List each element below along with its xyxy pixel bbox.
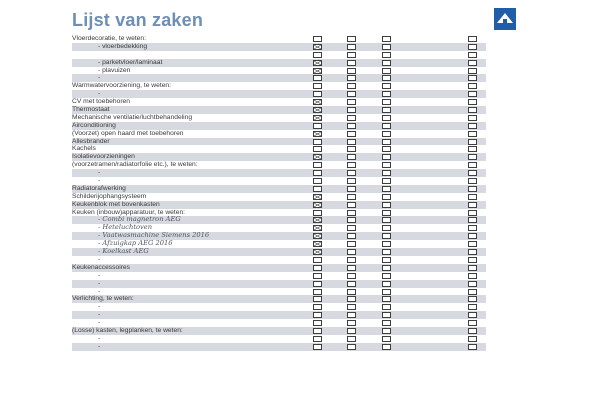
checkbox[interactable] — [468, 265, 477, 271]
checklist-row — [72, 59, 486, 67]
checkbox[interactable] — [347, 36, 356, 42]
checklist — [72, 35, 486, 351]
checkbox[interactable] — [468, 233, 477, 239]
checkbox[interactable] — [313, 36, 322, 42]
checkbox[interactable] — [347, 257, 356, 263]
checkbox[interactable] — [382, 60, 391, 66]
checkbox[interactable] — [468, 249, 477, 255]
checkbox-checked[interactable] — [313, 233, 322, 239]
checkbox[interactable] — [347, 210, 356, 216]
checkbox[interactable] — [468, 115, 477, 121]
checkbox[interactable] — [382, 202, 391, 208]
checkbox[interactable] — [468, 83, 477, 89]
row-label: - — [98, 271, 101, 279]
checkbox-checked[interactable] — [313, 249, 322, 255]
checkbox[interactable] — [382, 328, 391, 334]
checklist-row — [72, 35, 486, 43]
checkbox[interactable] — [347, 123, 356, 129]
row-label: CV met toebehoren — [72, 98, 130, 106]
checklist-row — [72, 90, 486, 98]
checkbox[interactable] — [347, 281, 356, 287]
checkbox[interactable] — [347, 91, 356, 97]
row-label: - Combi magnetron AEG — [98, 215, 181, 224]
row-label: - Vaatwasmachine Siemens 2016 — [98, 231, 210, 240]
checkbox[interactable] — [313, 273, 322, 279]
checklist-row — [72, 295, 486, 303]
checkbox[interactable] — [382, 210, 391, 216]
checkbox[interactable] — [347, 52, 356, 58]
checklist-row — [72, 311, 486, 319]
checkbox[interactable] — [313, 52, 322, 58]
checkbox[interactable] — [313, 265, 322, 271]
checkbox[interactable] — [382, 52, 391, 58]
checkbox[interactable] — [347, 328, 356, 334]
row-label: Thermostaat — [72, 106, 110, 114]
row-label: Allesbrander — [72, 137, 110, 145]
row-label: - plavuizen — [98, 66, 131, 74]
row-label: Keukenaccessoires — [72, 263, 130, 271]
checklist-row — [72, 264, 486, 272]
checkbox[interactable] — [468, 170, 477, 176]
row-label: - — [98, 334, 101, 342]
checkbox[interactable] — [313, 296, 322, 302]
checkbox[interactable] — [468, 60, 477, 66]
checkbox-checked[interactable] — [313, 202, 322, 208]
row-label: - — [98, 177, 101, 185]
checkbox[interactable] — [382, 36, 391, 42]
checkbox-checked[interactable] — [313, 44, 322, 50]
checkbox[interactable] — [382, 68, 391, 74]
checkbox[interactable] — [313, 344, 322, 350]
checkbox[interactable] — [347, 320, 356, 326]
row-label: - parketvloer/laminaat — [98, 58, 163, 66]
checkbox[interactable] — [468, 52, 477, 58]
row-label: - Heteluchtoven — [98, 223, 153, 232]
checkbox[interactable] — [313, 162, 322, 168]
checkbox[interactable] — [382, 91, 391, 97]
checkbox[interactable] — [382, 304, 391, 310]
row-label: Radiatorafwerking — [72, 184, 126, 192]
checklist-row — [72, 335, 486, 343]
checkbox[interactable] — [313, 312, 322, 318]
checklist-row — [72, 98, 486, 106]
checkbox[interactable] — [313, 75, 322, 81]
checkbox[interactable] — [347, 336, 356, 342]
checkbox[interactable] — [382, 241, 391, 247]
checkbox-checked[interactable] — [313, 154, 322, 160]
checklist-row — [72, 256, 486, 264]
checkbox-checked[interactable] — [313, 131, 322, 137]
checkbox[interactable] — [347, 60, 356, 66]
checkbox[interactable] — [468, 75, 477, 81]
checkbox[interactable] — [468, 241, 477, 247]
checkbox[interactable] — [382, 162, 391, 168]
checkbox[interactable] — [347, 170, 356, 176]
checkbox[interactable] — [382, 170, 391, 176]
row-label: - vloerbedekking — [98, 42, 148, 50]
row-label: Warmwatervoorziening, te weten: — [72, 82, 171, 90]
checklist-row — [72, 106, 486, 114]
checkbox[interactable] — [313, 328, 322, 334]
checkbox[interactable] — [382, 99, 391, 105]
checkbox[interactable] — [347, 107, 356, 113]
checkbox[interactable] — [468, 289, 477, 295]
row-label: - — [98, 311, 101, 319]
row-label: - — [98, 255, 101, 263]
checkbox[interactable] — [347, 178, 356, 184]
checkbox[interactable] — [468, 194, 477, 200]
row-label: - — [98, 303, 101, 311]
checkbox[interactable] — [468, 131, 477, 137]
checkbox[interactable] — [347, 344, 356, 350]
checkbox-checked[interactable] — [313, 107, 322, 113]
checkbox[interactable] — [382, 146, 391, 152]
checkbox[interactable] — [468, 139, 477, 145]
checkbox[interactable] — [468, 36, 477, 42]
checklist-row — [72, 343, 486, 351]
checklist-row — [72, 319, 486, 327]
checkbox[interactable] — [468, 257, 477, 263]
checkbox[interactable] — [347, 202, 356, 208]
row-label: - — [98, 74, 101, 82]
row-label: - — [98, 90, 101, 98]
checkbox-checked[interactable] — [313, 99, 322, 105]
row-label: - Koelkast AEG — [98, 247, 149, 256]
checkbox[interactable] — [382, 186, 391, 192]
checkbox[interactable] — [468, 296, 477, 302]
checkbox[interactable] — [382, 139, 391, 145]
checkbox[interactable] — [382, 154, 391, 160]
checklist-row — [72, 201, 486, 209]
checkbox[interactable] — [313, 139, 322, 145]
checkbox[interactable] — [468, 186, 477, 192]
checkbox-checked[interactable] — [313, 241, 322, 247]
checkbox[interactable] — [313, 336, 322, 342]
checkbox[interactable] — [382, 312, 391, 318]
checklist-row — [72, 177, 486, 185]
checkbox[interactable] — [347, 249, 356, 255]
checkbox[interactable] — [347, 162, 356, 168]
checkbox[interactable] — [313, 83, 322, 89]
checkbox[interactable] — [313, 210, 322, 216]
checkbox[interactable] — [313, 170, 322, 176]
checklist-row — [72, 327, 486, 335]
checkbox[interactable] — [382, 194, 391, 200]
checkbox[interactable] — [468, 304, 477, 310]
row-label: Keuken (inbouw)apparatuur, te weten: — [72, 208, 186, 216]
checklist-row — [72, 288, 486, 296]
checkbox[interactable] — [347, 265, 356, 271]
row-label: - — [98, 169, 101, 177]
checklist-row — [72, 130, 486, 138]
checkbox[interactable] — [347, 194, 356, 200]
checkbox[interactable] — [347, 273, 356, 279]
checkbox[interactable] — [313, 304, 322, 310]
checkbox[interactable] — [313, 186, 322, 192]
checklist-row — [72, 153, 486, 161]
checkbox[interactable] — [313, 123, 322, 129]
checkbox[interactable] — [347, 186, 356, 192]
checkbox[interactable] — [468, 146, 477, 152]
checkbox[interactable] — [313, 320, 322, 326]
checkbox[interactable] — [382, 217, 391, 223]
checkbox[interactable] — [382, 336, 391, 342]
checklist-row — [72, 248, 486, 256]
checkbox[interactable] — [347, 217, 356, 223]
row-label: - Afzuigkap AEG 2016 — [98, 239, 173, 248]
checkbox[interactable] — [468, 281, 477, 287]
checkbox-checked[interactable] — [313, 194, 322, 200]
checkbox[interactable] — [468, 225, 477, 231]
checkbox[interactable] — [468, 344, 477, 350]
checkbox[interactable] — [347, 139, 356, 145]
checklist-row — [72, 272, 486, 280]
row-label: - — [98, 287, 101, 295]
checkbox[interactable] — [382, 123, 391, 129]
checkbox[interactable] — [347, 233, 356, 239]
checkbox[interactable] — [382, 296, 391, 302]
checkbox[interactable] — [347, 154, 356, 160]
checklist-row — [72, 145, 486, 153]
checkbox[interactable] — [347, 146, 356, 152]
row-label: Verlichting, te weten: — [72, 295, 134, 303]
checkbox[interactable] — [468, 217, 477, 223]
checkbox[interactable] — [468, 178, 477, 184]
checkbox[interactable] — [468, 44, 477, 50]
checkbox[interactable] — [347, 296, 356, 302]
checklist-row — [72, 122, 486, 130]
logo-text: NVM — [496, 24, 510, 30]
checkbox[interactable] — [382, 289, 391, 295]
checkbox[interactable] — [313, 289, 322, 295]
checkbox[interactable] — [347, 75, 356, 81]
checklist-row — [72, 193, 486, 201]
checkbox[interactable] — [347, 44, 356, 50]
checklist-row — [72, 51, 486, 59]
checkbox[interactable] — [382, 344, 391, 350]
checkbox-checked[interactable] — [313, 217, 322, 223]
row-label: Isolatievoorzieningen — [72, 153, 135, 161]
checkbox[interactable] — [382, 75, 391, 81]
row-label: Mechanische ventilatie/luchtbehandeling — [72, 113, 193, 121]
checkbox[interactable] — [347, 83, 356, 89]
checkbox[interactable] — [347, 131, 356, 137]
page-title: Lijst van zaken — [72, 10, 204, 30]
checkbox[interactable] — [468, 328, 477, 334]
row-label: (Losse) kasten, legplanken, te weten: — [72, 326, 183, 334]
checkbox[interactable] — [347, 225, 356, 231]
checkbox[interactable] — [382, 249, 391, 255]
row-label: Schilderijophangsysteem — [72, 192, 147, 200]
checklist-row — [72, 82, 486, 90]
checkbox[interactable] — [382, 83, 391, 89]
checkbox[interactable] — [313, 91, 322, 97]
checklist-row — [72, 169, 486, 177]
checkbox[interactable] — [382, 320, 391, 326]
row-label: - — [98, 342, 101, 350]
checkbox[interactable] — [468, 320, 477, 326]
checkbox[interactable] — [382, 107, 391, 113]
checkbox[interactable] — [468, 154, 477, 160]
checkbox[interactable] — [468, 68, 477, 74]
checkbox[interactable] — [313, 178, 322, 184]
checkbox[interactable] — [313, 146, 322, 152]
checkbox[interactable] — [382, 257, 391, 263]
row-label: - — [98, 319, 101, 327]
checkbox[interactable] — [468, 91, 477, 97]
checklist-row — [72, 161, 486, 169]
checkbox-checked[interactable] — [313, 68, 322, 74]
row-label: Vloerdecoratie, te weten: — [72, 35, 146, 42]
checkbox[interactable] — [468, 107, 477, 113]
row-label: Keukenblok met bovenkasten — [72, 200, 160, 208]
checklist-row — [72, 43, 486, 51]
checkbox[interactable] — [468, 202, 477, 208]
row-label: Airconditioning — [72, 121, 116, 129]
checkbox[interactable] — [382, 273, 391, 279]
checkbox[interactable] — [468, 336, 477, 342]
checkbox[interactable] — [382, 281, 391, 287]
checkbox[interactable] — [313, 257, 322, 263]
row-label: (Voorzet) open haard met toebehoren — [72, 129, 184, 137]
checkbox[interactable] — [468, 210, 477, 216]
row-label: - — [98, 279, 101, 287]
checklist-row — [72, 280, 486, 288]
checkbox-checked[interactable] — [313, 60, 322, 66]
checkbox[interactable] — [382, 265, 391, 271]
checkbox[interactable] — [468, 99, 477, 105]
checklist-row — [72, 74, 486, 82]
checklist-row — [72, 138, 486, 146]
row-label: Kachels — [72, 145, 96, 153]
checklist-row — [72, 67, 486, 75]
checkbox[interactable] — [468, 273, 477, 279]
checklist-row — [72, 114, 486, 122]
checkbox[interactable] — [347, 312, 356, 318]
checkbox[interactable] — [347, 241, 356, 247]
checklist-row — [72, 185, 486, 193]
checkbox[interactable] — [347, 99, 356, 105]
checkbox[interactable] — [347, 115, 356, 121]
checkbox[interactable] — [382, 44, 391, 50]
checkbox[interactable] — [382, 115, 391, 121]
checkbox[interactable] — [468, 162, 477, 168]
row-label: (voorzetramen/radiatorfolie etc.), te weten: — [72, 161, 198, 169]
checkbox-checked[interactable] — [313, 115, 322, 121]
checkbox[interactable] — [313, 281, 322, 287]
checklist-row — [72, 303, 486, 311]
checkbox[interactable] — [347, 68, 356, 74]
checkbox[interactable] — [347, 289, 356, 295]
checkbox[interactable] — [468, 123, 477, 129]
checkbox[interactable] — [382, 233, 391, 239]
checkbox[interactable] — [347, 304, 356, 310]
checkbox[interactable] — [382, 131, 391, 137]
checkbox[interactable] — [382, 178, 391, 184]
checkbox[interactable] — [468, 312, 477, 318]
checkbox[interactable] — [382, 225, 391, 231]
checkbox-checked[interactable] — [313, 225, 322, 231]
